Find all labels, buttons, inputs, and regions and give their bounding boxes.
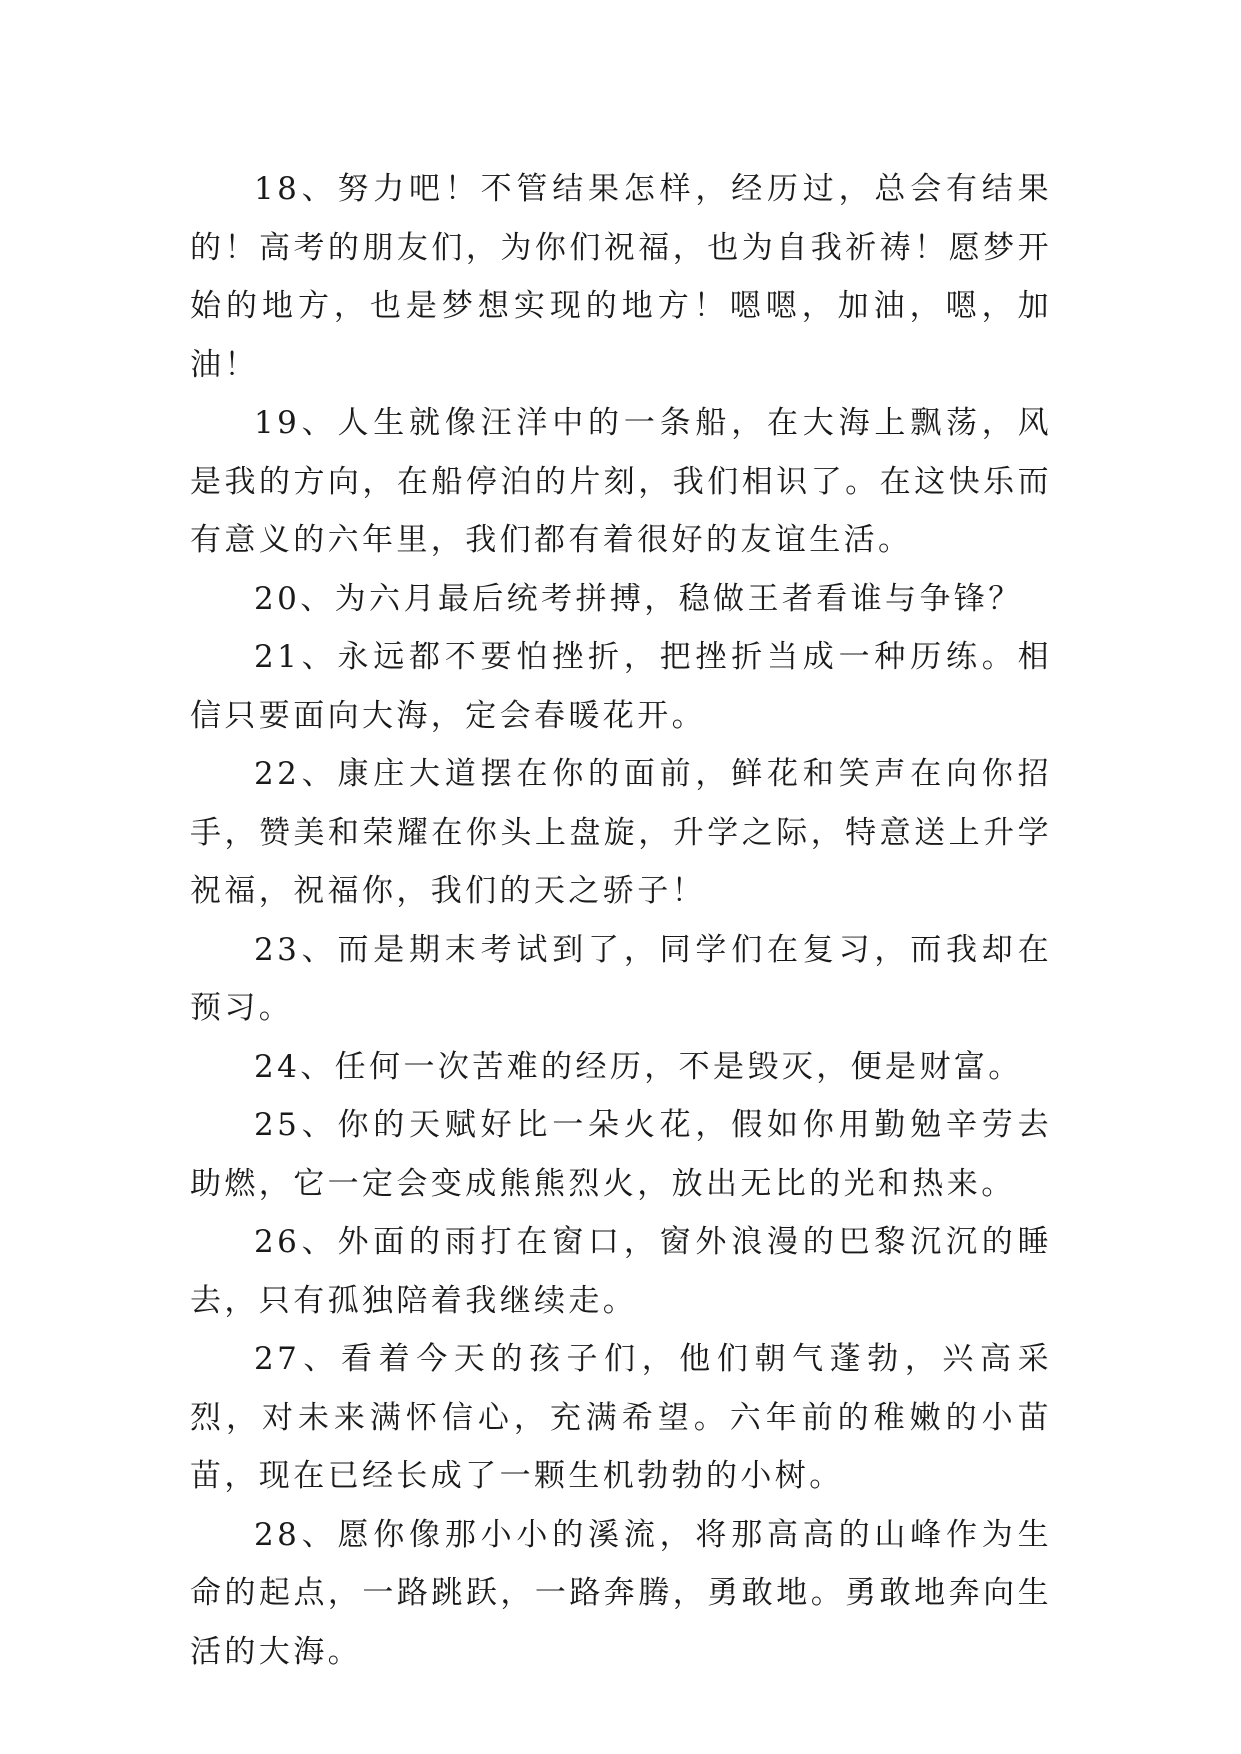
paragraph-20: 20、为六月最后统考拼搏，稳做王者看谁与争锋？ — [254, 580, 1023, 617]
paragraph-28: 28、愿你像那小小的溪流，将那高高的山峰作为生命的起点，一路跳跃，一路奔腾，勇敢地。勇敢地奔向生活的大海。 — [190, 1516, 1052, 1670]
paragraph-24: 24、任何一次苦难的经历，不是毁灭，便是财富。 — [254, 1048, 1023, 1085]
paragraph-22: 22、康庄大道摆在你的面前，鲜花和笑声在向你招手，赞美和荣耀在你头上盘旋，升学之际，特意送上升学祝福，祝福你，我们的天之骄子！ — [190, 756, 1052, 909]
paragraph-26: 26、外面的雨打在窗口，窗外浪漫的巴黎沉沉的睡去，只有孤独陪着我继续走。 — [190, 1224, 1052, 1319]
paragraph-27: 27、看着今天的孩子们，他们朝气蓬勃，兴高采烈，对未来满怀信心，充满希望。六年前的稚嫩的小苗苗，现在已经长成了一颗生机勃勃的小树。 — [190, 1341, 1052, 1494]
document-body — [190, 160, 1052, 1681]
paragraph-19: 19、人生就像汪洋中的一条船，在大海上飘荡，风是我的方向，在船停泊的片刻，我们相识了。在这快乐而有意义的六年里，我们都有着很好的友谊生活。 — [190, 405, 1052, 558]
paragraph-25: 25、你的天赋好比一朵火花，假如你用勤勉辛劳去助燃，它一定会变成熊熊烈火，放出无比的光和热来。 — [190, 1107, 1052, 1202]
paragraph-23: 23、而是期末考试到了，同学们在复习，而我却在预习。 — [190, 931, 1052, 1026]
paragraph-21: 21、永远都不要怕挫折，把挫折当成一种历练。相信只要面向大海，定会春暖花开。 — [190, 639, 1052, 734]
paragraph-18: 18、努力吧！不管结果怎样，经历过，总会有结果的！高考的朋友们，为你们祝福，也为自我祈祷！愿梦开始的地方，也是梦想实现的地方！嗯嗯，加油，嗯，加油！ — [190, 171, 1052, 383]
